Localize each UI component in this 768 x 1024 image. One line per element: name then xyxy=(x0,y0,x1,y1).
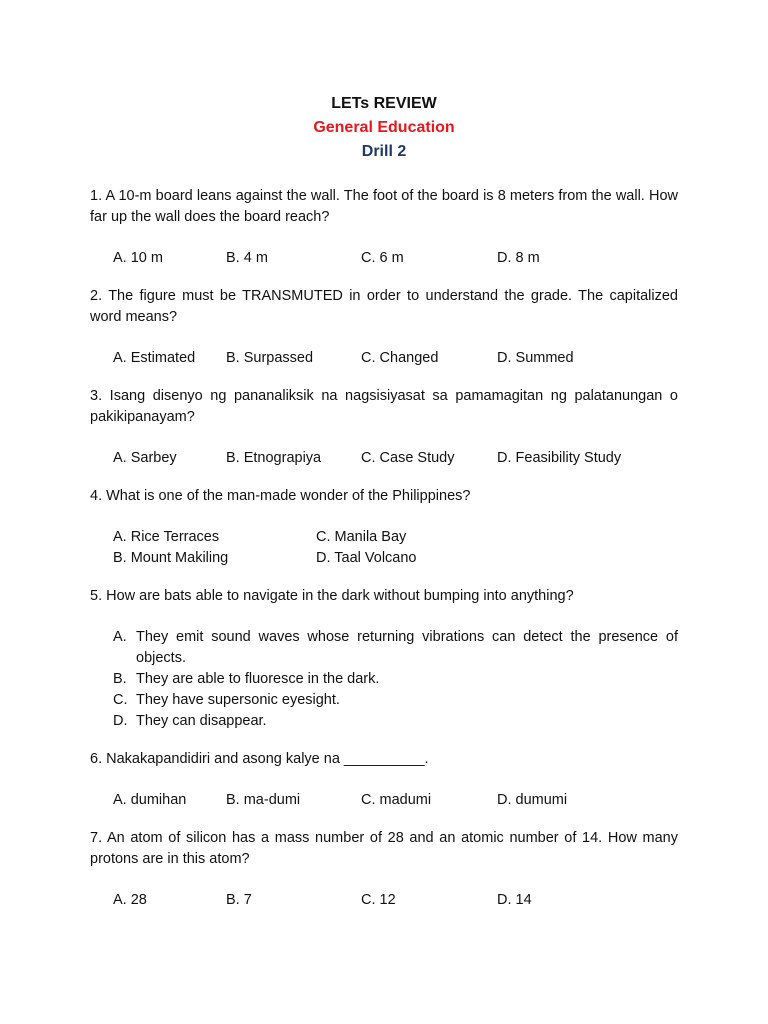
option-d: D. 14 xyxy=(497,892,532,908)
option-b: B. 4 m xyxy=(226,250,268,266)
option-letter: B. xyxy=(113,671,127,687)
option-c: C. Case Study xyxy=(361,450,455,466)
option-letter: D. xyxy=(113,713,128,729)
drill-label: Drill 2 xyxy=(361,143,407,160)
option-b: B. Surpassed xyxy=(226,350,314,366)
question-stem: 2. The figure must be TRANSMUTED in order to understand the grade. The capitalized word means? xyxy=(90,288,678,325)
option-b xyxy=(113,669,678,690)
question-stem: 5. How are bats able to navigate in the dark without bumping into anything? xyxy=(90,588,574,604)
option-c xyxy=(113,690,678,711)
option-letter: A. xyxy=(113,629,127,645)
answer-options xyxy=(90,790,678,811)
answer-options xyxy=(90,348,678,369)
question-stem: 4. What is one of the man-made wonder of the Philippines? xyxy=(90,488,471,504)
option-d: D. Feasibility Study xyxy=(497,450,622,466)
option-a xyxy=(113,627,678,669)
question-7 xyxy=(90,828,678,911)
option-a: A. Sarbey xyxy=(113,450,177,466)
option-text: They are able to fluoresce in the dark. xyxy=(136,671,380,687)
question-1 xyxy=(90,186,678,269)
answer-options xyxy=(90,527,678,569)
answer-options xyxy=(90,890,678,911)
document-title: LETs REVIEW xyxy=(331,95,437,112)
option-a: A. Rice Terraces xyxy=(113,529,220,545)
option-c: C. 12 xyxy=(361,892,396,908)
question-5 xyxy=(90,586,678,732)
option-c: C. 6 m xyxy=(361,250,404,266)
answer-options xyxy=(90,627,678,732)
option-text: They can disappear. xyxy=(136,713,267,729)
option-letter: C. xyxy=(113,692,128,708)
option-b: B. Mount Makiling xyxy=(113,550,229,566)
question-stem: 1. A 10-m board leans against the wall. The foot of the board is 8 meters from the wall. How far up the wall does the board reach? xyxy=(90,188,678,225)
question-4 xyxy=(90,486,678,569)
option-d: D. Taal Volcano xyxy=(316,550,417,566)
option-c: C. madumi xyxy=(361,792,432,808)
question-2 xyxy=(90,286,678,369)
question-stem: 3. Isang disenyo ng pananaliksik na nagsisiyasat sa pamamagitan ng palatanungan o pakikipanayam? xyxy=(90,388,678,425)
option-b: B. Etnograpiya xyxy=(226,450,322,466)
option-text: They emit sound waves whose returning vibrations can detect the presence of objects. xyxy=(136,629,678,666)
option-d: D. 8 m xyxy=(497,250,540,266)
option-d xyxy=(113,711,678,732)
question-stem: 6. Nakakapandidiri and asong kalye na __________. xyxy=(90,751,429,767)
option-a: A. Estimated xyxy=(113,350,196,366)
option-d: D. dumumi xyxy=(497,792,568,808)
option-b: B. 7 xyxy=(226,892,252,908)
document-subtitle: General Education xyxy=(313,119,455,136)
option-a: A. 10 m xyxy=(113,250,163,266)
option-text: They have supersonic eyesight. xyxy=(136,692,340,708)
option-b: B. ma-dumi xyxy=(226,792,301,808)
option-a: A. 28 xyxy=(113,892,147,908)
option-c: C. Manila Bay xyxy=(316,529,407,545)
option-c: C. Changed xyxy=(361,350,439,366)
answer-options xyxy=(90,248,678,269)
question-stem: 7. An atom of silicon has a mass number of 28 and an atomic number of 14. How many protons are in this atom? xyxy=(90,830,678,867)
question-6 xyxy=(90,749,678,811)
question-3 xyxy=(90,386,678,469)
option-d: D. Summed xyxy=(497,350,574,366)
review-document xyxy=(90,92,678,911)
option-a: A. dumihan xyxy=(113,792,187,808)
document-header xyxy=(90,92,678,164)
answer-options xyxy=(90,448,678,469)
